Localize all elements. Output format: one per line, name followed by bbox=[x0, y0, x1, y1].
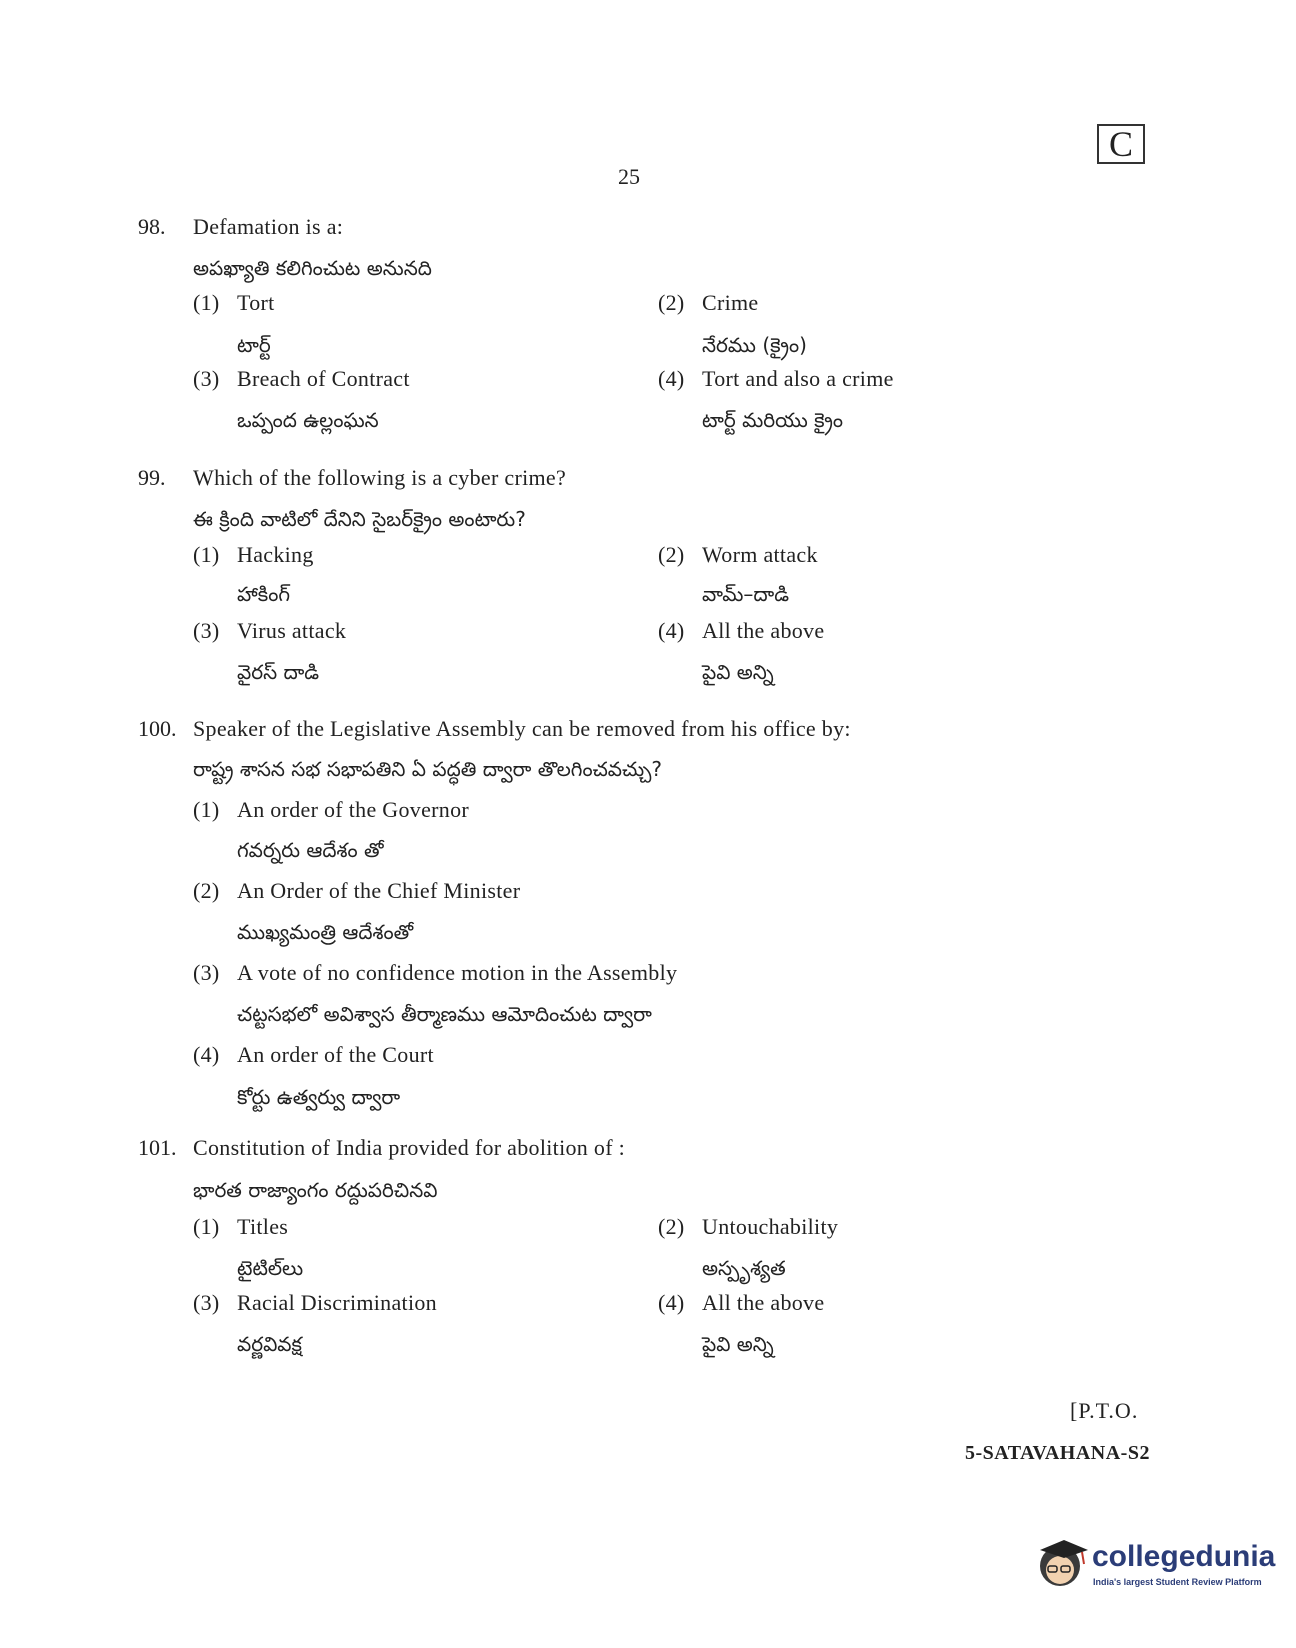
option bbox=[193, 366, 410, 392]
option bbox=[193, 1042, 434, 1068]
option bbox=[658, 366, 894, 392]
brand-name: collegedunia bbox=[1092, 1540, 1276, 1573]
option-text-en: Hacking bbox=[237, 542, 314, 567]
option-text-en: An order of the Court bbox=[237, 1042, 434, 1067]
question-text-te: రాష్ట్ర శాసన సభ సభాపతిని ఏ పద్ధతి ద్వారా తొలగించవచ్చు? bbox=[193, 757, 662, 781]
option-number: (4) bbox=[658, 618, 685, 643]
option-text-te: పైవి అన్ని bbox=[702, 1332, 774, 1356]
option bbox=[193, 290, 275, 316]
option-number: (2) bbox=[658, 1214, 685, 1239]
option-number: (2) bbox=[658, 542, 685, 567]
option-number: (1) bbox=[193, 542, 220, 567]
option-text-en: All the above bbox=[702, 618, 825, 643]
option-text-en: Tort bbox=[237, 290, 275, 315]
question-text-en: Which of the following is a cyber crime? bbox=[193, 465, 567, 490]
option-text-te: టార్ట్ bbox=[237, 333, 271, 357]
option-text-te: ఒప్పంద ఉల్లంఘన bbox=[237, 408, 379, 432]
option bbox=[658, 290, 759, 316]
option bbox=[193, 797, 469, 823]
brand-tagline: India's largest Student Review Platform bbox=[1093, 1577, 1262, 1587]
option-number: (2) bbox=[193, 878, 220, 903]
option-text-en: An Order of the Chief Minister bbox=[237, 878, 521, 903]
question-text-te: ఈ క్రింది వాటిలో దేనిని సైబర్‌క్రైం అంటారు? bbox=[193, 507, 526, 531]
question-number: 100. bbox=[138, 716, 177, 741]
question-text-en: Speaker of the Legislative Assembly can be removed from his office by: bbox=[193, 716, 851, 741]
option-number: (1) bbox=[193, 797, 220, 822]
question-text-en: Constitution of India provided for abolition of : bbox=[193, 1135, 626, 1160]
option-text-en: Worm attack bbox=[702, 542, 818, 567]
option-text-te: వామ్–దాడి bbox=[702, 582, 789, 606]
question-number: 99. bbox=[138, 465, 166, 490]
option bbox=[193, 542, 314, 568]
question-text-te: అపఖ్యాతి కలిగించుట అనునది bbox=[193, 256, 432, 280]
option bbox=[193, 960, 677, 986]
option-text-en: Tort and also a crime bbox=[702, 366, 894, 391]
option-text-te: గవర్నరు ఆదేశం తో bbox=[237, 838, 384, 862]
option-text-te: కోర్టు ఉత్వర్వు ద్వారా bbox=[237, 1085, 401, 1109]
option-text-en: An order of the Governor bbox=[237, 797, 470, 822]
option-text-en: Breach of Contract bbox=[237, 366, 410, 391]
paper-code: 5-SATAVAHANA-S2 bbox=[965, 1442, 1150, 1464]
option-text-te: టార్ట్ మరియు క్రైం bbox=[702, 408, 844, 432]
option bbox=[658, 1214, 838, 1240]
option-number: (1) bbox=[193, 1214, 220, 1239]
option-text-te: టైటిల్‌లు bbox=[237, 1256, 304, 1280]
page-number: 25 bbox=[618, 164, 640, 189]
set-code-box: C bbox=[1097, 124, 1145, 164]
pto-label: [P.T.O. bbox=[1070, 1398, 1139, 1423]
option-number: (4) bbox=[658, 366, 685, 391]
question-number: 98. bbox=[138, 214, 166, 239]
option-text-en: A vote of no confidence motion in the Assembly bbox=[237, 960, 678, 985]
option-text-en: Racial Discrimination bbox=[237, 1290, 437, 1315]
option-text-te: చట్టసభలో అవిశ్వాస తీర్మాణము ఆమోదించుట ద్వారా bbox=[237, 1002, 652, 1026]
option-number: (1) bbox=[193, 290, 220, 315]
option-number: (2) bbox=[658, 290, 685, 315]
option-text-en: Untouchability bbox=[702, 1214, 839, 1239]
question-number: 101. bbox=[138, 1135, 177, 1160]
option bbox=[658, 618, 824, 644]
option bbox=[193, 1290, 437, 1316]
question-text-en: Defamation is a: bbox=[193, 214, 344, 239]
option-text-te: ముఖ్యమంత్రి ఆదేశంతో bbox=[237, 920, 414, 944]
option-text-te: అస్పృశ్యత bbox=[702, 1256, 786, 1280]
option bbox=[193, 878, 520, 904]
option-text-te: వర్ణవివక్ష bbox=[237, 1332, 302, 1356]
option-text-te: పైవి అన్ని bbox=[702, 660, 774, 684]
option bbox=[658, 1290, 824, 1316]
option-number: (3) bbox=[193, 366, 220, 391]
option-number: (3) bbox=[193, 1290, 220, 1315]
option-number: (4) bbox=[193, 1042, 220, 1067]
option-text-en: Crime bbox=[702, 290, 759, 315]
option-text-te: వైరస్ దాడి bbox=[237, 660, 320, 684]
option-text-en: Virus attack bbox=[237, 618, 347, 643]
option bbox=[658, 542, 818, 568]
option-number: (3) bbox=[193, 960, 220, 985]
option-text-en: All the above bbox=[702, 1290, 825, 1315]
option-number: (3) bbox=[193, 618, 220, 643]
option-number: (4) bbox=[658, 1290, 685, 1315]
option bbox=[193, 1214, 288, 1240]
question-text-te: భారత రాజ్యాంగం రద్దుపరిచినవి bbox=[193, 1178, 438, 1202]
option-text-te: హాకింగ్ bbox=[237, 582, 291, 606]
option-text-en: Titles bbox=[237, 1214, 289, 1239]
option bbox=[193, 618, 346, 644]
option-text-te: నేరము (క్రైం) bbox=[702, 333, 807, 357]
